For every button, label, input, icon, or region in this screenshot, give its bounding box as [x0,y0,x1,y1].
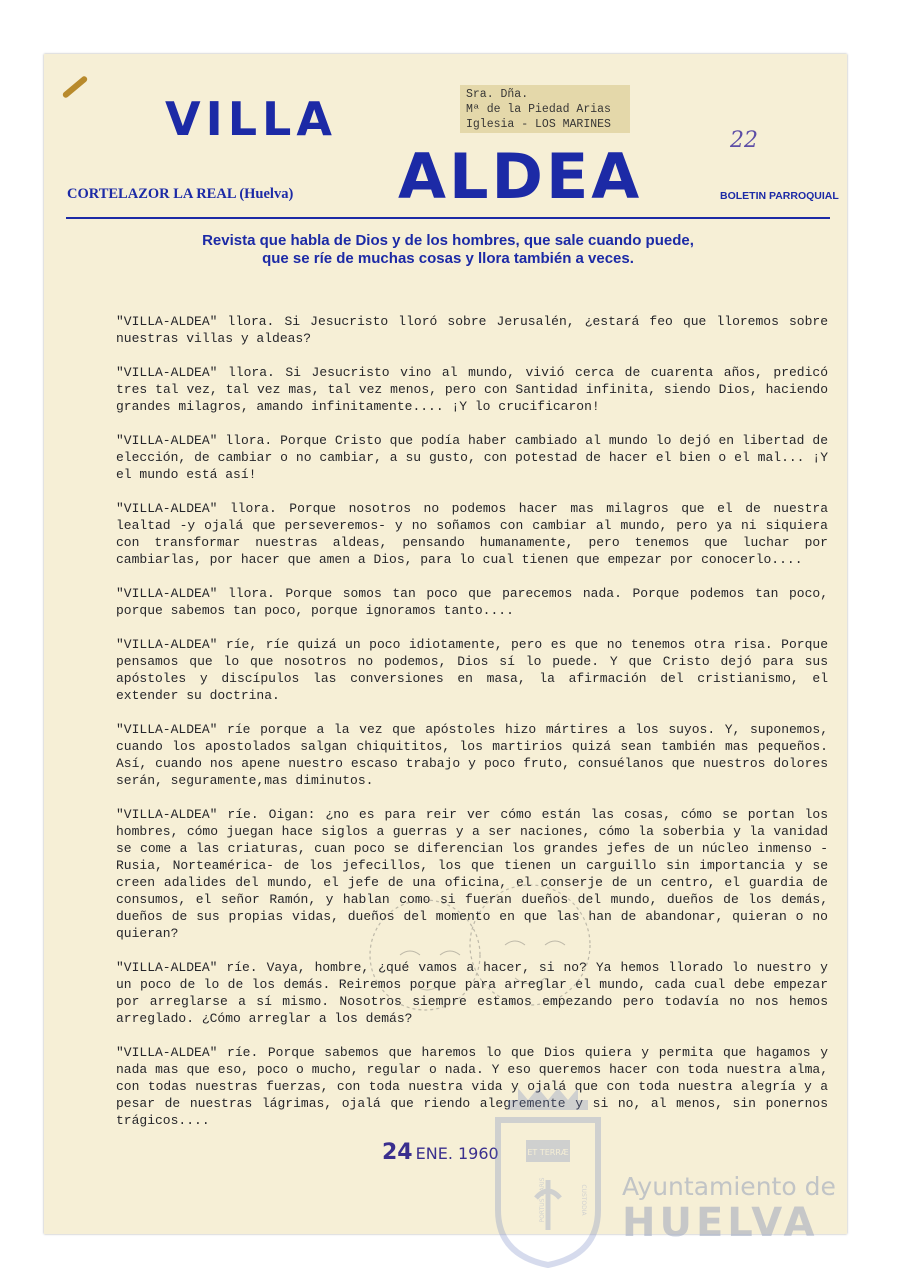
seal-text-right: CUSTODIA [580,1184,587,1216]
paragraph: "VILLA-ALDEA" llora. Porque Cristo que podía haber cambiado al mundo lo dejó en libertad de elección, de cambiar o no cambiar, a su gusto, con potestad de hacer el bien o el mal... ¡Y el mundo está así! [116,433,828,482]
paragraph: "VILLA-ALDEA" llora. Si Jesucristo vino al mundo, vivió cerca de cuarenta años, predicó tres tal vez, tal vez mas, tal vez menos, pero con Santidad infinita, siendo Dios, haciendo grandes milagros, amando infinitamente.... ¡Y lo crucificaron! [116,365,828,414]
masthead-kind: BOLETIN PARROQUIAL [720,190,839,202]
paragraph: "VILLA-ALDEA" ríe. Vaya, hombre, ¿qué vamos a hacer, si no? Ya hemos llorado lo nuestro y un poco de lo de los demás. Reiremos porque para arreglar el mundo, cada cual debe empezar por arreglarse a sí mismo. Nosotros siempre estamos empezando pero todavía no nos hemos arreglado. ¿Cómo arreglar a los demás? [116,960,828,1026]
tagline-line: Revista que habla de Dios y de los hombres, que sale cuando puede, [202,232,694,249]
watermark-huelva: HUELVA [622,1200,819,1246]
watermark-ayuntamiento: Ayuntamiento de [622,1172,836,1201]
masthead-location: CORTELAZOR LA REAL (Huelva) [67,186,294,202]
issue-number-handwritten: 22 [730,128,758,153]
date-stamp-month-year: ENE. 1960 [415,1144,499,1163]
paragraph: "VILLA-ALDEA" llora. Si Jesucristo lloró sobre Jerusalén, ¿estará feo que lloremos sobre nuestras villas y aldeas? [116,314,828,346]
paragraph: "VILLA-ALDEA" ríe. Oigan: ¿no es para reir ver cómo están las cosas, cómo se portan los hombres, cómo juegan hace siglos a guerras y a ser naciones, cómo la soberbia y la vanidad se come a las criaturas, cuan poco se diferencian los grandes jefes de un núcleo inmenso -Rusia, Norteamérica- de los jefecillos, los que tienen un carguillo sin importancia y se creen adalides del mundo, el jefe de una oficina, el conserje de un centro, el guardia de consumos, el señor Ramón, y hablan como si fueran dueños del mundo, dueños de los demás, dueños de sus propias vidas, dueños del momento en que las han de abandonar, quieran o no quieran? [116,807,828,941]
tagline-line: que se ríe de muchas cosas y llora también a veces. [262,250,634,267]
address-label [460,85,630,133]
seal-text-top: ET TERRÆ [527,1148,569,1157]
date-stamp-day: 24 [382,1140,413,1165]
seal-text-left: PORTUS MARIS [539,1177,546,1223]
masthead-rule [66,217,830,219]
huelva-crest-icon [488,1080,608,1270]
address-line: Iglesia - LOS MARINES [466,118,611,131]
masthead-aldea: ALDEA [398,140,643,213]
paragraph: "VILLA-ALDEA" ríe. Porque sabemos que haremos lo que Dios quiera y permita que hagamos y nada mas que eso, poco o mucho, regular o nada. Y eso queremos hacer con toda nuestra alma, con todas nuestras fuerzas, con toda nuestra vida y ojalá que con toda nuestra alegría y a pesar de nuestras lágrimas, ojalá que riendo alegremente y si no, al menos, sin ponernos trágicos.... [116,1045,828,1128]
masthead-villa: VILLA [165,92,337,146]
tagline [66,232,830,268]
address-line: Sra. Dña. [466,88,529,101]
address-line: Mª de la Piedad Arias [466,103,611,116]
paragraph: "VILLA-ALDEA" ríe, ríe quizá un poco idiotamente, pero es que no tenemos otra risa. Porque pensamos que lo que nosotros no podemos, Dios sí lo puede. Y que Cristo dejó para sus apóstoles y discípulos las conversiones en masa, la afirmación del cristianismo, el extender su doctrina. [116,637,828,703]
paragraph: "VILLA-ALDEA" llora. Porque somos tan poco que parecemos nada. Porque podemos tan poco, porque sabemos tan poco, porque ignoramos tanto.... [116,586,828,618]
date-stamp [382,1140,499,1165]
paragraph: "VILLA-ALDEA" llora. Porque nosotros no podemos hacer mas milagros que el de nuestra lealtad -y ojalá que perseveremos- y no soñamos con cambiar al mundo, pero ya ni siquiera con transformar nuestras aldeas, pensando humanamente, pero tenemos que luchar por cambiarlas, por hacer que amen a Dios, para lo cual tienen que empezar por conocerlo.... [116,501,828,567]
paragraph: "VILLA-ALDEA" ríe porque a la vez que apóstoles hizo mártires a los suyos. Y, suponemos, cuando los apostolados salgan chiquititos, los martirios quizá sean también mas pequeños. Así, cuando nos apene nuestro escaso trabajo y poco fruto, consuélanos que nuestros dolores serán, seguramente,mas diminutos. [116,722,828,788]
faded-child-sketch [330,860,630,1060]
